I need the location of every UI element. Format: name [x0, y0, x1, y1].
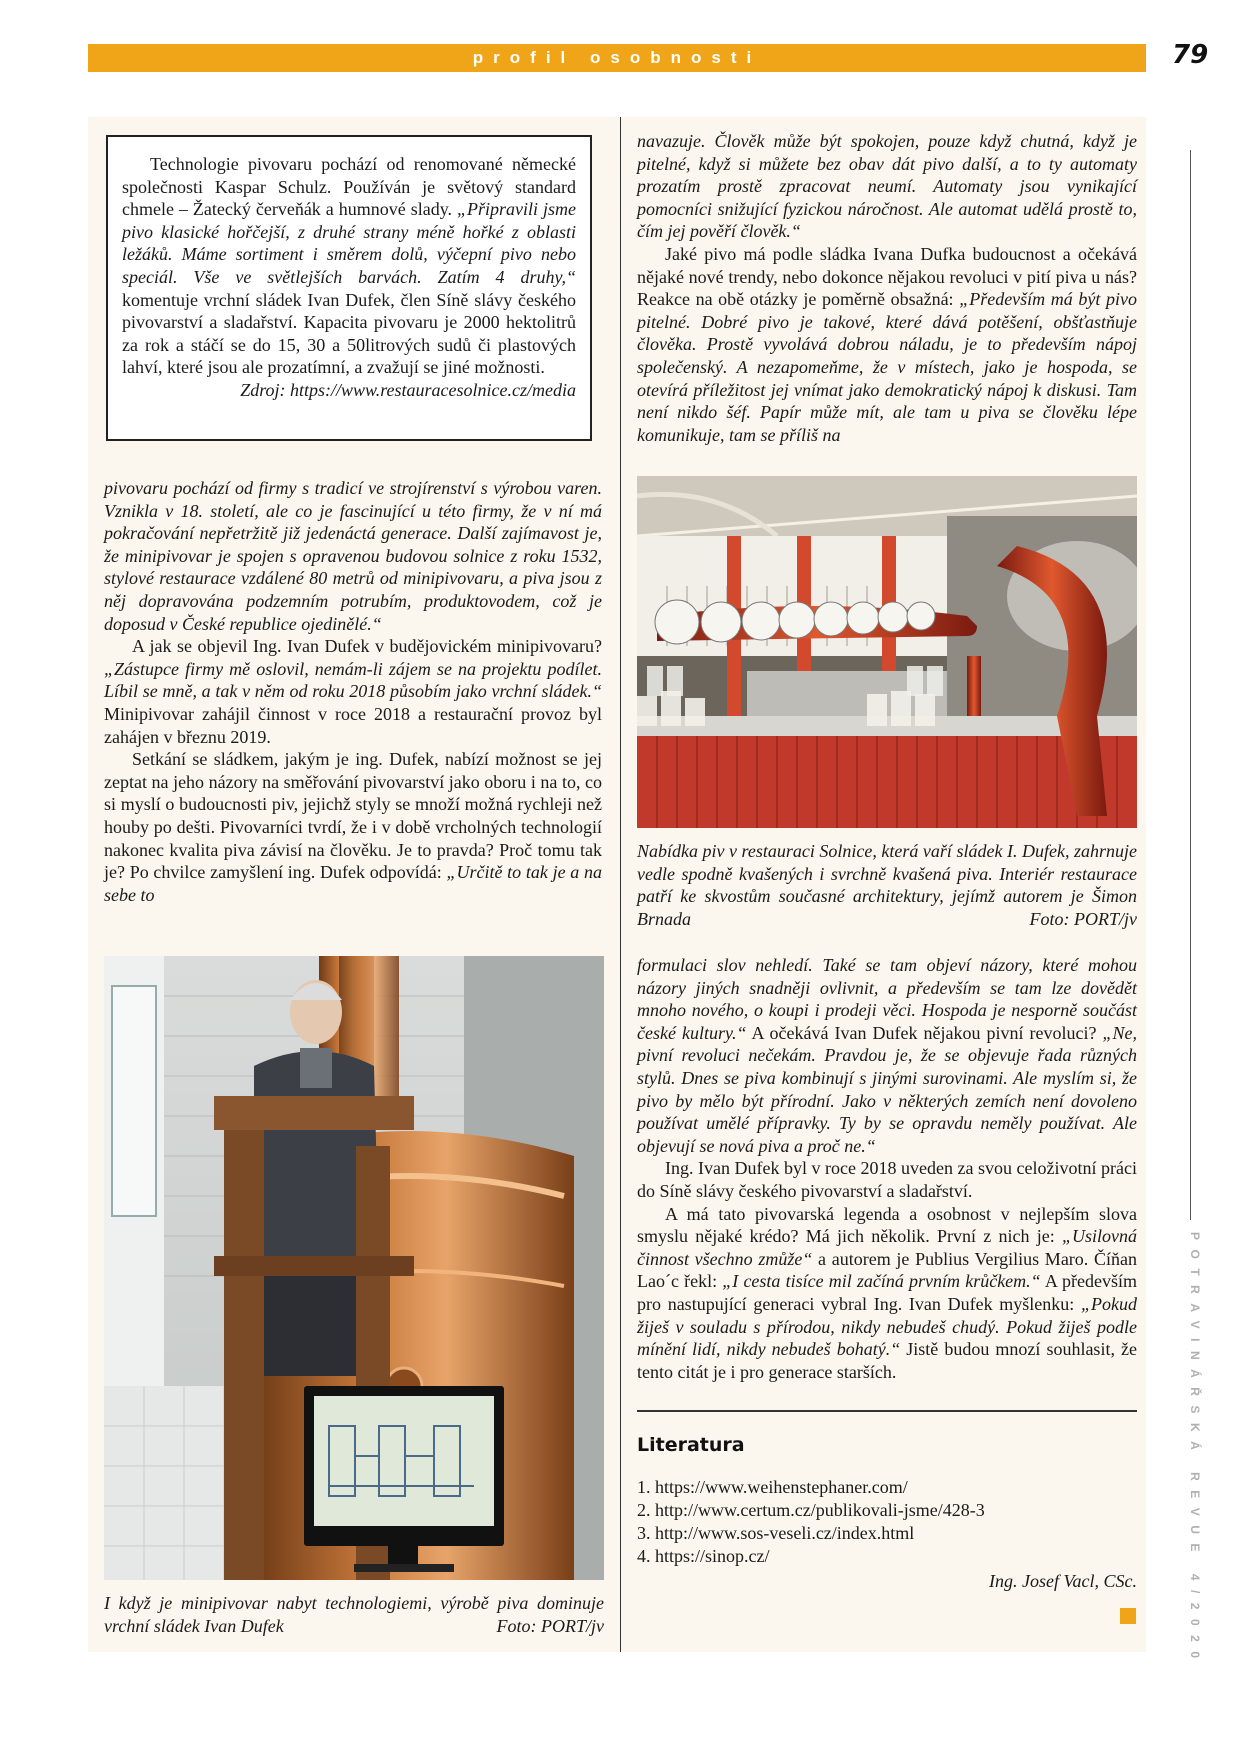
- page-number: 79: [1172, 40, 1209, 70]
- right-column-text-top: [637, 130, 1137, 446]
- left-column-text: [104, 477, 602, 906]
- right-column-text-bottom: [637, 954, 1137, 1383]
- literature-rule: [637, 1410, 1137, 1412]
- reference-item[interactable]: 1. https://www.weihenstephaner.com/: [637, 1477, 908, 1497]
- photo-credit: Foto: PORT/jv: [1029, 908, 1137, 929]
- paragraph: pivovaru pochází od firmy s tradicí ve strojírenství s výrobou varen. Vznikla v 18. století, ale co je fascinující u této firmy, že v ní má pokračování nepřetržitě již jedenáctá generace. Další zajímavost je, že minipivovar je spojen s opravenou budovou solnice z roku 1532, stylové restaurace vzdálené 80 metrů od minipivovaru, a piva jsou z něj dopravována podzemním potrubím, produktovodem, což je doposud v České republice ojedinělé.“: [104, 478, 602, 634]
- paragraph: Jaké pivo má podle sládka Ivana Dufka budoucnost a očekává nějaké nové trendy, nebo dokonce nějakou revoluci v pití piva u nás? Reakce na obě otázky je poměrně obsažná: „Především má být pivo pitelné. Dobré pivo je takové, které dává potěšení, obšťastňuje člověka. Prostě vyvolává dobrou náladu, je to především nápoj společenský. A nezapomeňme, že v místech, jako je hospoda, se otevírá příležitost jej vnímat jako demokratický nápoj k diskusi. Tam není nikdo šéf. Papír může mít, ale tam u piva se člověku lépe komunikuje, tam se příliš na: [637, 243, 1138, 445]
- photo-caption: Nabídka piv v restauraci Solnice, která vaří sládek I. Dufek, zahrnuje vedle spodně kvašených i svrchně kvašená piva. Interiér restaurace patří ke skvostům současné architektury, jejímž autorem je Šimon Brnada: [637, 841, 1137, 929]
- author-signature: Ing. Josef Vacl, CSc.: [989, 1571, 1137, 1591]
- paragraph: navazuje. Člověk může být spokojen, pouze když chutná, když je pitelné, když si můžete bez obav dát pivo další, a to ty automaty prozatím prostě zpracovat neumí. Automaty jsou vynikající pomocníci snižující fyzickou náročnost. Ale automat udělá prostě to, čím jej pověří člověk.“: [637, 131, 1137, 242]
- reference-item[interactable]: 4. https://sinop.cz/: [637, 1546, 770, 1566]
- reference-list: [637, 1476, 1137, 1568]
- left-caption-block: [104, 1592, 604, 1637]
- column-divider: [620, 117, 621, 1652]
- paragraph: Ing. Ivan Dufek byl v roce 2018 uveden za svou celoživotní práci do Síně slávy českého pivovarství a sladařství.: [637, 1158, 1137, 1201]
- sidebar-rule: [1190, 150, 1191, 1220]
- info-box-source: Zdroj: https://www.restauracesolnice.cz/media: [240, 379, 576, 400]
- info-box-text: Technologie pivovaru pochází od renomované německé společnosti Kaspar Schulz. Používán je světový standard chmele – Žatecký červeňák a humnové slady. „Připravili jsme pivo klasické hořčejší, z druhé strany méně hořké z oblasti ležáků. Máme sortiment i směrem dolů, výčepní pivo nebo speciál. Vše ve světlejších barvách. Zatím 4 druhy,“ komentuje vrchní sládek Ivan Dufek, člen Síně slávy českého pivovarství a sladařství. Kapacita pivovaru je 2000 hektolitrů za rok a stáčí se do 15, 30 a 50litrových sudů či plastových lahví, které jsou ale prozatímní, a zvažují se jiné možnosti.: [122, 154, 576, 378]
- info-box: [106, 135, 592, 441]
- bar-photo: [637, 476, 1137, 828]
- right-caption-block: [637, 840, 1137, 930]
- photo-credit: Foto: PORT/jv: [496, 1615, 604, 1636]
- photo-caption: I když je minipivovar nabyt technologiemi, výrobě piva dominuje vrchní sládek Ivan Dufek: [104, 1593, 604, 1636]
- paragraph: Setkání se sládkem, jakým je ing. Dufek, nabízí možnost se jej zeptat na jeho názory na směřování pivovarství jako oboru i na to, co si myslí o budoucnosti piv, jejichž styly se množí možná rychleji než houby po dešti. Pivovarníci tvrdí, že i v době vrcholných technologií nakonec kvalita piva závisí na člověku. Je to pravda? Proč tomu tak je? Po chvilce zamyšlení ing. Dufek odpovídá: „Určitě to tak je a na sebe to: [104, 749, 602, 905]
- article-end-mark: [1120, 1608, 1136, 1624]
- section-title: profil osobnosti: [472, 48, 762, 67]
- journal-name: POTRAVINÁŘSKÁ REVUE 4/2020: [1188, 1232, 1202, 1668]
- paragraph: A jak se objevil Ing. Ivan Dufek v budějovickém minipivovaru? „Zástupce firmy mě oslovil, nemám-li zájem se na projektu podílet. Líbil se mně, a tak v něm od roku 2018 působím jako vrchní sládek.“ Minipivovar zahájil činnost v roce 2018 a restaurační provoz byl zahájen v březnu 2019.: [104, 636, 602, 747]
- brewer-photo: [104, 956, 604, 1580]
- paragraph: A má tato pivovarská legenda a osobnost v nejlepším slova smyslu nějaké krédo? Má jich několik. První z nich je: „Usilovná činnost všechno zmůže“ a autorem je Publius Vergilius Maro. Číňan Lao´c řekl: „I cesta tisíce mil začíná prvním krůčkem.“ A především pro nastupující generaci vybral Ing. Ivan Dufek myšlenku: „Pokud žiješ v souladu s přírodou, nikdy nebudeš chudý. Pokud žiješ podle mínění lidí, nikdy nebudeš bohatý.“ Jistě budou mnozí souhlasit, že tento citát je i pro generace starších.: [637, 1203, 1138, 1382]
- paragraph: formulaci slov nehledí. Také se tam objeví názory, které mohou názory jiných snadněji ovlivnit, a především se tam lze dovědět mnoho nového, o koupi i prodeji věci. Hospoda je nesporně součást české kultury.“ A očekává Ivan Dufek nějakou pivní revoluci? „Ne, pivní revoluci nečekám. Pravdou je, že se objevuje řada různých stylů. Dnes se piva kombinují s jinými surovinami. Ale myslím si, že pivo by mělo být přírodní. Jako v některých zemích není dovoleno používat umělé přípravky. Ty by se opravdu neměly používat. Ale objevují se nová piva a proč ne.“: [637, 955, 1137, 1156]
- reference-item[interactable]: 2. http://www.certum.cz/publikovali-jsme/428-3: [637, 1500, 985, 1520]
- literature-title: Literatura: [637, 1434, 745, 1456]
- reference-item[interactable]: 3. http://www.sos-veseli.cz/index.html: [637, 1523, 915, 1543]
